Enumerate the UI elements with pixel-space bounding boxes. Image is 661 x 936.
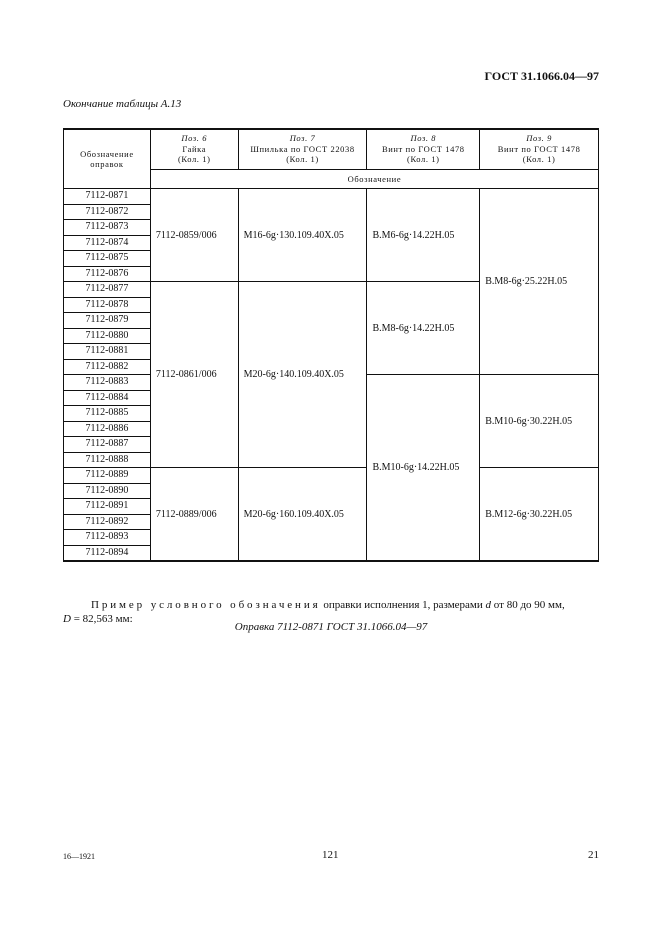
mandrel-code-cell: 7112-0880 xyxy=(64,328,151,344)
header-name: Винт по ГОСТ 1478 xyxy=(497,143,581,154)
header-qty: (Кол. 1) xyxy=(522,154,556,164)
footer-print-code: 16—1921 xyxy=(63,852,95,861)
header-designation-mandrels xyxy=(64,129,151,189)
header-pos9 xyxy=(480,129,599,170)
header-pos: Поз. 6 xyxy=(181,133,208,143)
header-line: Обозначение xyxy=(80,148,134,159)
parts-table xyxy=(63,128,599,562)
table-body xyxy=(64,189,599,562)
header-pos: Поз. 9 xyxy=(526,133,552,143)
example-var-d: d xyxy=(485,599,492,611)
mandrel-code-cell: 7112-0876 xyxy=(64,266,151,282)
example-var-D: D xyxy=(63,613,71,625)
screw-pos9-cell: В.М12-6g·30.22Н.05 xyxy=(480,468,599,562)
table-row xyxy=(64,468,599,484)
mandrel-code-cell: 7112-0892 xyxy=(64,514,151,530)
mandrel-code-cell: 7112-0888 xyxy=(64,452,151,468)
nut-cell: 7112-0859/006 xyxy=(150,189,238,282)
header-pos6 xyxy=(150,129,238,170)
mandrel-code-cell: 7112-0878 xyxy=(64,297,151,313)
stud-cell: М16-6g·130.109.40Х.05 xyxy=(238,189,367,282)
header-qty: (Кол. 1) xyxy=(286,154,319,164)
header-qty: (Кол. 1) xyxy=(177,154,211,164)
mandrel-code-cell: 7112-0893 xyxy=(64,530,151,546)
mandrel-code-cell: 7112-0890 xyxy=(64,483,151,499)
mandrel-code-cell: 7112-0875 xyxy=(64,251,151,267)
example-text-3: = 82,563 мм: xyxy=(73,613,133,625)
mandrel-code-cell: 7112-0877 xyxy=(64,282,151,298)
mandrel-code-cell: 7112-0889 xyxy=(64,468,151,484)
mandrel-code-cell: 7112-0881 xyxy=(64,344,151,360)
mandrel-code-cell: 7112-0884 xyxy=(64,390,151,406)
subheader-designation: Обозначение xyxy=(150,170,598,189)
example-text-2: от 80 до 90 мм, xyxy=(493,599,565,611)
stud-cell: М20-6g·140.109.40Х.05 xyxy=(238,282,367,468)
screw-pos9-cell: В.М8-6g·25.22Н.05 xyxy=(480,189,599,375)
mandrel-code-cell: 7112-0882 xyxy=(64,359,151,375)
screw-pos8-cell: В.М8-6g·14.22Н.05 xyxy=(367,282,480,375)
nut-cell: 7112-0861/006 xyxy=(150,282,238,468)
header-pos8 xyxy=(367,129,480,170)
mandrel-code-cell: 7112-0885 xyxy=(64,406,151,422)
screw-pos9-cell: В.М10-6g·30.22Н.05 xyxy=(480,375,599,468)
mandrel-code-cell: 7112-0879 xyxy=(64,313,151,329)
mandrel-code-cell: 7112-0891 xyxy=(64,499,151,515)
mandrel-code-cell: 7112-0871 xyxy=(64,189,151,205)
header-name: Шпилька по ГОСТ 22038 xyxy=(250,143,355,154)
mandrel-code-cell: 7112-0874 xyxy=(64,235,151,251)
mandrel-code-cell: 7112-0883 xyxy=(64,375,151,391)
table-caption: Окончание таблицы А.13 xyxy=(63,98,182,110)
header-name: Винт по ГОСТ 1478 xyxy=(381,143,465,154)
header-qty: (Кол. 1) xyxy=(407,154,440,164)
header-name: Гайка xyxy=(182,143,207,154)
header-pos: Поз. 8 xyxy=(410,133,437,143)
mandrel-code-cell: 7112-0894 xyxy=(64,545,151,561)
mandrel-code-cell: 7112-0873 xyxy=(64,220,151,236)
standard-number: ГОСТ 31.1066.04—97 xyxy=(484,69,599,83)
mandrel-code-cell: 7112-0872 xyxy=(64,204,151,220)
example-designation: Оправка 7112-0871 ГОСТ 31.1066.04—97 xyxy=(234,621,428,633)
footer-page-number: 21 xyxy=(588,849,599,861)
screw-pos8-cell: В.М6-6g·14.22Н.05 xyxy=(367,189,480,282)
header-line: оправок xyxy=(90,159,124,169)
nut-cell: 7112-0889/006 xyxy=(150,468,238,562)
table-header-row xyxy=(64,129,599,170)
mandrel-code-cell: 7112-0886 xyxy=(64,421,151,437)
stud-cell: М20-6g·160.109.40Х.05 xyxy=(238,468,367,562)
header-pos7 xyxy=(238,129,367,170)
header-pos: Поз. 7 xyxy=(289,133,316,143)
mandrel-code-cell: 7112-0887 xyxy=(64,437,151,453)
example-lead: Пример условного обозначения xyxy=(91,599,321,611)
table-row xyxy=(64,189,599,205)
example-text-1: оправки исполнения 1, размерами xyxy=(323,599,483,611)
screw-pos8-cell: В.М10-6g·14.22Н.05 xyxy=(367,375,480,562)
footer-page-total: 121 xyxy=(322,849,339,861)
